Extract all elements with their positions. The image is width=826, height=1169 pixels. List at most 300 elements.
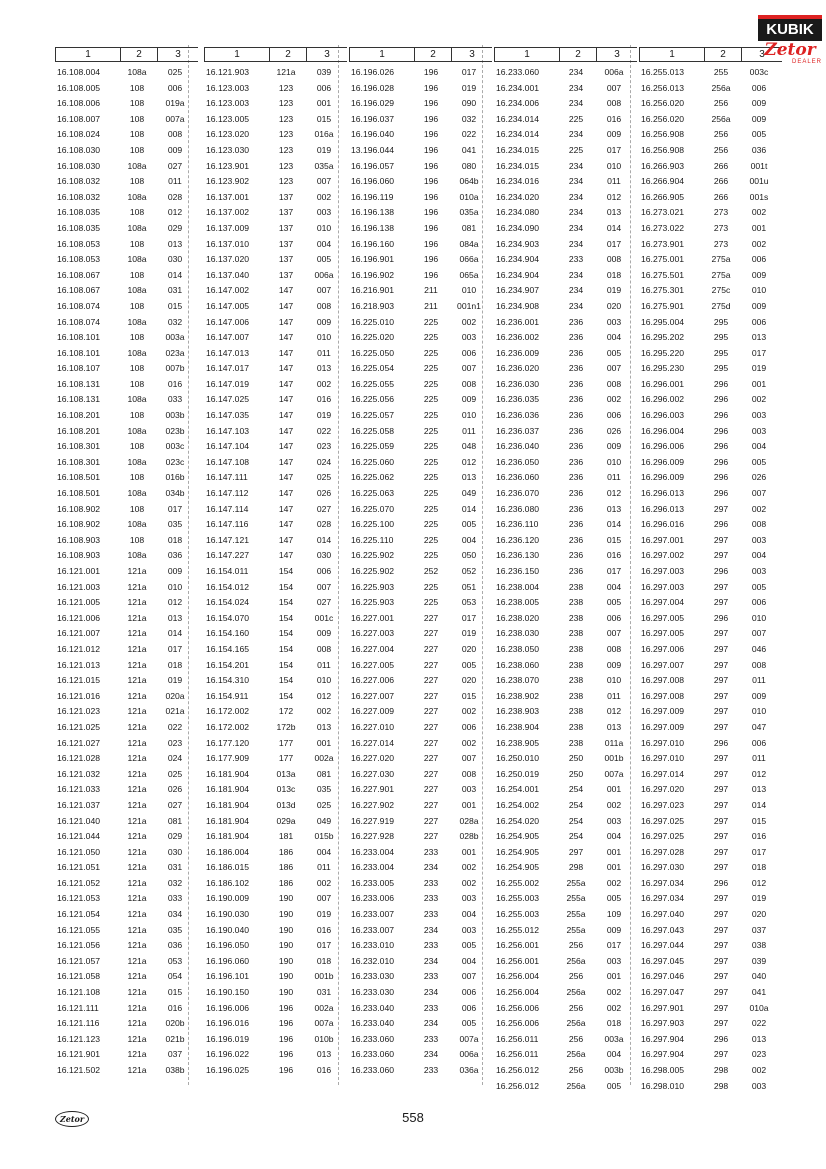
part-number: 16.121.052 xyxy=(57,877,101,888)
figure-number: 196 xyxy=(423,191,439,202)
position-number: 010b xyxy=(314,1033,334,1044)
part-number: 16.108.030 xyxy=(57,144,101,155)
part-number: 16.186.102 xyxy=(206,877,250,888)
part-number: 16.233.040 xyxy=(351,1018,395,1029)
position-number: 002 xyxy=(316,191,332,202)
part-number: 16.121.028 xyxy=(57,753,101,764)
part-number: 16.297.046 xyxy=(641,971,685,982)
table-row xyxy=(349,517,492,533)
table-row xyxy=(349,626,492,642)
figure-number: 196 xyxy=(278,1065,294,1075)
position-number: 019 xyxy=(316,144,332,155)
column-header xyxy=(349,47,492,62)
part-number: 16.137.040 xyxy=(206,269,250,280)
table-row xyxy=(494,65,637,81)
table-row xyxy=(494,611,637,627)
table-row xyxy=(204,205,347,221)
table-row xyxy=(349,1001,492,1017)
part-number: 16.181.904 xyxy=(206,768,250,779)
figure-number: 296 xyxy=(713,378,729,389)
position-number: 081 xyxy=(316,768,332,779)
table-row xyxy=(55,642,198,658)
table-row xyxy=(204,845,347,861)
part-number: 16.225.010 xyxy=(351,316,395,327)
figure-number: 297 xyxy=(713,955,729,966)
table-row xyxy=(204,689,347,705)
part-number: 16.227.928 xyxy=(351,831,395,842)
table-row xyxy=(349,408,492,424)
table-row xyxy=(204,252,347,268)
table-row xyxy=(55,876,198,892)
figure-number: 196 xyxy=(423,238,439,249)
part-number: 16.108.301 xyxy=(57,441,101,452)
part-number: 16.236.070 xyxy=(496,488,540,499)
figure-number: 190 xyxy=(278,971,294,982)
part-number: 16.196.160 xyxy=(351,238,395,249)
table-row xyxy=(349,907,492,923)
part-number: 16.225.055 xyxy=(351,378,395,389)
part-number: 16.108.101 xyxy=(57,347,101,358)
position-number: 002 xyxy=(751,503,767,514)
position-number: 038 xyxy=(751,940,767,951)
position-number: 010 xyxy=(316,222,332,233)
position-number: 006 xyxy=(316,82,332,93)
table-row xyxy=(204,1047,347,1063)
part-number: 16.225.060 xyxy=(351,456,395,467)
part-number: 16.154.024 xyxy=(206,597,250,608)
table-row xyxy=(494,299,637,315)
part-number: 16.236.002 xyxy=(496,332,540,343)
part-number: 16.225.054 xyxy=(351,363,395,374)
part-number: 16.238.902 xyxy=(496,690,540,701)
figure-number: 254 xyxy=(568,799,584,810)
part-number: 16.297.008 xyxy=(641,690,685,701)
figure-number: 233 xyxy=(423,971,439,982)
table-row xyxy=(349,689,492,705)
table-row xyxy=(639,205,782,221)
figure-number: 256a xyxy=(566,1049,586,1060)
part-number: 16.190.040 xyxy=(206,924,250,935)
table-row xyxy=(55,205,198,221)
position-number: 038b xyxy=(165,1065,185,1075)
part-number: 16.154.911 xyxy=(206,690,249,701)
position-number: 015 xyxy=(167,987,183,998)
part-number: 16.227.001 xyxy=(351,612,395,623)
part-number: 16.196.026 xyxy=(351,67,395,77)
table-row xyxy=(55,736,198,752)
part-number: 16.298.010 xyxy=(641,1080,685,1091)
figure-number: 147 xyxy=(278,534,294,545)
parts-column-3 xyxy=(349,47,492,1079)
figure-number: 225 xyxy=(423,425,439,436)
figure-number: 147 xyxy=(278,285,294,296)
figure-number: 137 xyxy=(278,222,294,233)
position-number: 015b xyxy=(314,831,334,842)
header-cell-2: 2 xyxy=(705,48,742,61)
table-row xyxy=(204,221,347,237)
position-number: 035 xyxy=(167,519,183,530)
table-row xyxy=(494,455,637,471)
table-row xyxy=(639,252,782,268)
part-number: 16.295.220 xyxy=(641,347,685,358)
table-row xyxy=(55,985,198,1001)
figure-number: 121a xyxy=(127,877,147,888)
table-row xyxy=(204,346,347,362)
position-number: 003 xyxy=(606,955,622,966)
part-number: 16.123.003 xyxy=(206,82,250,93)
figure-number: 147 xyxy=(278,488,294,499)
position-number: 001t xyxy=(750,160,768,171)
part-number: 16.121.003 xyxy=(57,581,101,592)
part-number: 16.121.037 xyxy=(57,799,101,810)
figure-number: 254 xyxy=(568,784,584,795)
figure-number: 154 xyxy=(278,612,294,623)
part-number: 16.154.165 xyxy=(206,643,250,654)
position-number: 013 xyxy=(606,503,622,514)
figure-number: 121a xyxy=(127,690,147,701)
part-number: 16.234.904 xyxy=(496,269,540,280)
figure-number: 190 xyxy=(278,893,294,904)
part-number: 16.238.004 xyxy=(496,581,540,592)
part-number: 16.234.020 xyxy=(496,191,540,202)
table-row xyxy=(349,127,492,143)
position-number: 014 xyxy=(461,503,477,514)
part-number: 16.121.027 xyxy=(57,737,101,748)
part-number: 16.121.015 xyxy=(57,675,101,686)
figure-number: 296 xyxy=(713,410,729,421)
part-number: 16.121.001 xyxy=(57,566,101,576)
part-number: 16.108.035 xyxy=(57,222,101,233)
position-number: 021b xyxy=(165,1033,185,1044)
table-row xyxy=(639,736,782,752)
figure-number: 236 xyxy=(568,534,584,545)
part-number: 16.121.051 xyxy=(57,862,101,873)
part-number: 16.108.903 xyxy=(57,534,101,545)
figure-number: 225 xyxy=(423,581,439,592)
position-number: 026 xyxy=(316,488,332,499)
figure-number: 227 xyxy=(423,721,439,732)
position-number: 006a xyxy=(459,1049,479,1060)
position-number: 020 xyxy=(751,909,767,920)
table-row xyxy=(204,127,347,143)
figure-number: 147 xyxy=(278,300,294,311)
figure-number: 273 xyxy=(713,222,729,233)
position-number: 005 xyxy=(606,893,622,904)
part-number: 16.147.111 xyxy=(206,472,248,483)
position-number: 019 xyxy=(316,410,332,421)
table-row xyxy=(639,143,782,159)
table-row xyxy=(639,96,782,112)
table-row xyxy=(349,985,492,1001)
table-row xyxy=(204,782,347,798)
table-row xyxy=(204,439,347,455)
part-number: 16.123.902 xyxy=(206,176,250,187)
figure-number: 233 xyxy=(423,846,439,857)
position-number: 007 xyxy=(606,82,622,93)
figure-number: 297 xyxy=(713,768,729,779)
part-number: 16.196.901 xyxy=(351,254,395,265)
table-row xyxy=(55,1047,198,1063)
figure-number: 186 xyxy=(278,846,294,857)
part-number: 16.297.044 xyxy=(641,940,685,951)
position-number: 014 xyxy=(167,269,183,280)
position-number: 037 xyxy=(751,924,767,935)
table-row xyxy=(349,361,492,377)
table-row xyxy=(204,470,347,486)
part-number: 16.297.034 xyxy=(641,893,685,904)
position-number: 015 xyxy=(606,534,622,545)
part-number: 16.121.901 xyxy=(57,1049,101,1060)
table-row xyxy=(349,205,492,221)
figure-number: 225 xyxy=(423,534,439,545)
figure-number: 108 xyxy=(129,300,145,311)
figure-number: 196 xyxy=(423,160,439,171)
figure-number: 196 xyxy=(278,1002,294,1013)
part-number: 16.108.101 xyxy=(57,332,101,343)
part-number: 16.255.003 xyxy=(496,893,540,904)
figure-number: 108a xyxy=(127,67,147,77)
position-number: 034b xyxy=(165,488,185,499)
position-number: 008 xyxy=(316,300,332,311)
table-row xyxy=(55,689,198,705)
position-number: 004 xyxy=(316,238,332,249)
table-row xyxy=(349,595,492,611)
table-row xyxy=(494,533,637,549)
table-row xyxy=(639,891,782,907)
position-number: 027 xyxy=(316,503,332,514)
position-number: 002 xyxy=(316,378,332,389)
table-row xyxy=(494,969,637,985)
figure-number: 256 xyxy=(568,940,584,951)
table-row xyxy=(494,782,637,798)
position-number: 015 xyxy=(461,690,477,701)
position-number: 109 xyxy=(606,909,622,920)
part-number: 16.232.010 xyxy=(351,955,395,966)
position-number: 027 xyxy=(316,597,332,608)
part-number: 16.236.110 xyxy=(496,519,539,530)
figure-number: 196 xyxy=(423,98,439,109)
part-number: 16.296.009 xyxy=(641,456,685,467)
part-number: 16.233.030 xyxy=(351,987,395,998)
position-number: 018 xyxy=(167,534,183,545)
table-row xyxy=(639,486,782,502)
figure-number: 121a xyxy=(127,566,147,576)
figure-number: 254 xyxy=(568,815,584,826)
position-number: 010 xyxy=(751,285,767,296)
position-number: 036 xyxy=(167,940,183,951)
table-row xyxy=(349,704,492,720)
position-number: 001n1 xyxy=(457,300,481,311)
figure-number: 147 xyxy=(278,394,294,405)
part-number: 16.147.116 xyxy=(206,519,249,530)
figure-number: 123 xyxy=(278,144,294,155)
position-number: 017 xyxy=(461,612,477,623)
figure-number: 236 xyxy=(568,394,584,405)
part-number: 16.256.908 xyxy=(641,144,685,155)
table-row xyxy=(639,829,782,845)
position-number: 002a xyxy=(314,753,334,764)
part-number: 16.254.001 xyxy=(496,784,540,795)
figure-number: 225 xyxy=(423,394,439,405)
position-number: 013 xyxy=(461,472,477,483)
part-number: 16.196.016 xyxy=(206,1018,250,1029)
table-row xyxy=(204,377,347,393)
part-number: 16.236.035 xyxy=(496,394,540,405)
position-number: 025 xyxy=(167,768,183,779)
figure-number: 121a xyxy=(127,1065,147,1075)
table-row xyxy=(494,96,637,112)
figure-number: 236 xyxy=(568,363,584,374)
figure-number: 297 xyxy=(713,628,729,639)
part-number: 16.297.014 xyxy=(641,768,685,779)
figure-number: 121a xyxy=(127,659,147,670)
part-number: 16.233.060 xyxy=(496,67,540,77)
figure-number: 234 xyxy=(568,82,584,93)
position-number: 009 xyxy=(461,394,477,405)
part-number: 16.238.060 xyxy=(496,659,540,670)
table-row xyxy=(494,330,637,346)
position-number: 009 xyxy=(751,113,767,124)
position-number: 001 xyxy=(606,784,622,795)
position-number: 023 xyxy=(751,1049,767,1060)
position-number: 030 xyxy=(167,254,183,265)
figure-number: 121a xyxy=(127,581,147,592)
figure-number: 256 xyxy=(713,129,729,140)
position-number: 054 xyxy=(167,971,183,982)
table-row xyxy=(204,237,347,253)
figure-number: 297 xyxy=(713,940,729,951)
part-number: 16.233.004 xyxy=(351,846,395,857)
figure-number: 121a xyxy=(127,1033,147,1044)
figure-number: 227 xyxy=(423,753,439,764)
table-row xyxy=(349,65,492,81)
table-row xyxy=(494,642,637,658)
table-row xyxy=(204,611,347,627)
part-number: 16.121.056 xyxy=(57,940,101,951)
part-number: 16.266.905 xyxy=(641,191,685,202)
part-number: 16.238.005 xyxy=(496,597,540,608)
figure-number: 298 xyxy=(713,1065,729,1075)
position-number: 004 xyxy=(461,534,477,545)
table-row xyxy=(639,361,782,377)
figure-number: 238 xyxy=(568,737,584,748)
figure-number: 236 xyxy=(568,316,584,327)
parts-column-2 xyxy=(204,47,347,1079)
figure-number: 296 xyxy=(713,441,729,452)
position-number: 002 xyxy=(606,1002,622,1013)
table-row xyxy=(204,502,347,518)
position-number: 005 xyxy=(751,129,767,140)
figure-number: 266 xyxy=(713,191,729,202)
table-row xyxy=(55,361,198,377)
table-row xyxy=(204,112,347,128)
part-number: 16.121.123 xyxy=(57,1033,101,1044)
table-row xyxy=(349,299,492,315)
position-number: 011 xyxy=(752,675,766,686)
figure-number: 225 xyxy=(423,597,439,608)
figure-number: 190 xyxy=(278,955,294,966)
position-number: 017 xyxy=(606,144,622,155)
position-number: 035 xyxy=(167,924,183,935)
figure-number: 238 xyxy=(568,628,584,639)
part-number: 16.154.201 xyxy=(206,659,250,670)
position-number: 047 xyxy=(751,721,767,732)
table-row xyxy=(55,330,198,346)
table-row xyxy=(55,315,198,331)
table-row xyxy=(639,81,782,97)
position-number: 004 xyxy=(461,909,477,920)
figure-number: 196 xyxy=(423,176,439,187)
position-number: 009 xyxy=(606,129,622,140)
part-number: 16.108.067 xyxy=(57,285,101,296)
table-row xyxy=(55,377,198,393)
position-number: 003c xyxy=(749,67,769,77)
table-row xyxy=(55,767,198,783)
part-number: 16.256.020 xyxy=(641,113,685,124)
table-row xyxy=(494,751,637,767)
part-number: 16.123.003 xyxy=(206,98,250,109)
figure-number: 266 xyxy=(713,160,729,171)
table-row xyxy=(204,330,347,346)
figure-number: 234 xyxy=(423,1049,439,1060)
figure-number: 238 xyxy=(568,597,584,608)
figure-number: 297 xyxy=(713,971,729,982)
part-number: 16.108.053 xyxy=(57,254,101,265)
part-number: 16.154.012 xyxy=(206,581,250,592)
figure-number: 255a xyxy=(566,893,586,904)
part-number: 16.147.002 xyxy=(206,285,250,296)
table-row xyxy=(204,907,347,923)
table-row xyxy=(204,455,347,471)
part-number: 16.233.005 xyxy=(351,877,395,888)
figure-number: 137 xyxy=(278,191,294,202)
position-number: 006 xyxy=(751,316,767,327)
table-row xyxy=(204,736,347,752)
position-number: 002 xyxy=(461,877,477,888)
figure-number: 147 xyxy=(278,456,294,467)
part-number: 16.121.023 xyxy=(57,706,101,717)
part-number: 16.254.905 xyxy=(496,846,540,857)
figure-number: 256 xyxy=(568,1065,584,1075)
figure-number: 295 xyxy=(713,347,729,358)
position-number: 018 xyxy=(606,269,622,280)
part-number: 16.256.006 xyxy=(496,1018,540,1029)
figure-number: 238 xyxy=(568,581,584,592)
table-row xyxy=(349,658,492,674)
position-number: 005 xyxy=(606,1080,622,1091)
part-number: 16.255.012 xyxy=(496,924,540,935)
position-number: 037 xyxy=(167,1049,183,1060)
part-number: 16.196.040 xyxy=(351,129,395,140)
position-number: 001b xyxy=(604,753,624,764)
part-number: 16.297.001 xyxy=(641,534,685,545)
part-number: 16.256.001 xyxy=(496,955,540,966)
part-number: 16.147.108 xyxy=(206,456,250,467)
figure-number: 297 xyxy=(713,690,729,701)
part-number: 16.234.014 xyxy=(496,129,540,140)
part-number: 16.108.005 xyxy=(57,82,101,93)
part-number: 16.297.002 xyxy=(641,550,685,561)
table-row xyxy=(349,502,492,518)
figure-number: 297 xyxy=(713,909,729,920)
figure-number: 108 xyxy=(129,113,145,124)
figure-number: 255 xyxy=(713,67,729,77)
position-number: 032 xyxy=(461,113,477,124)
figure-number: 234 xyxy=(568,98,584,109)
table-row xyxy=(55,814,198,830)
table-row xyxy=(204,408,347,424)
position-number: 004 xyxy=(606,1049,622,1060)
